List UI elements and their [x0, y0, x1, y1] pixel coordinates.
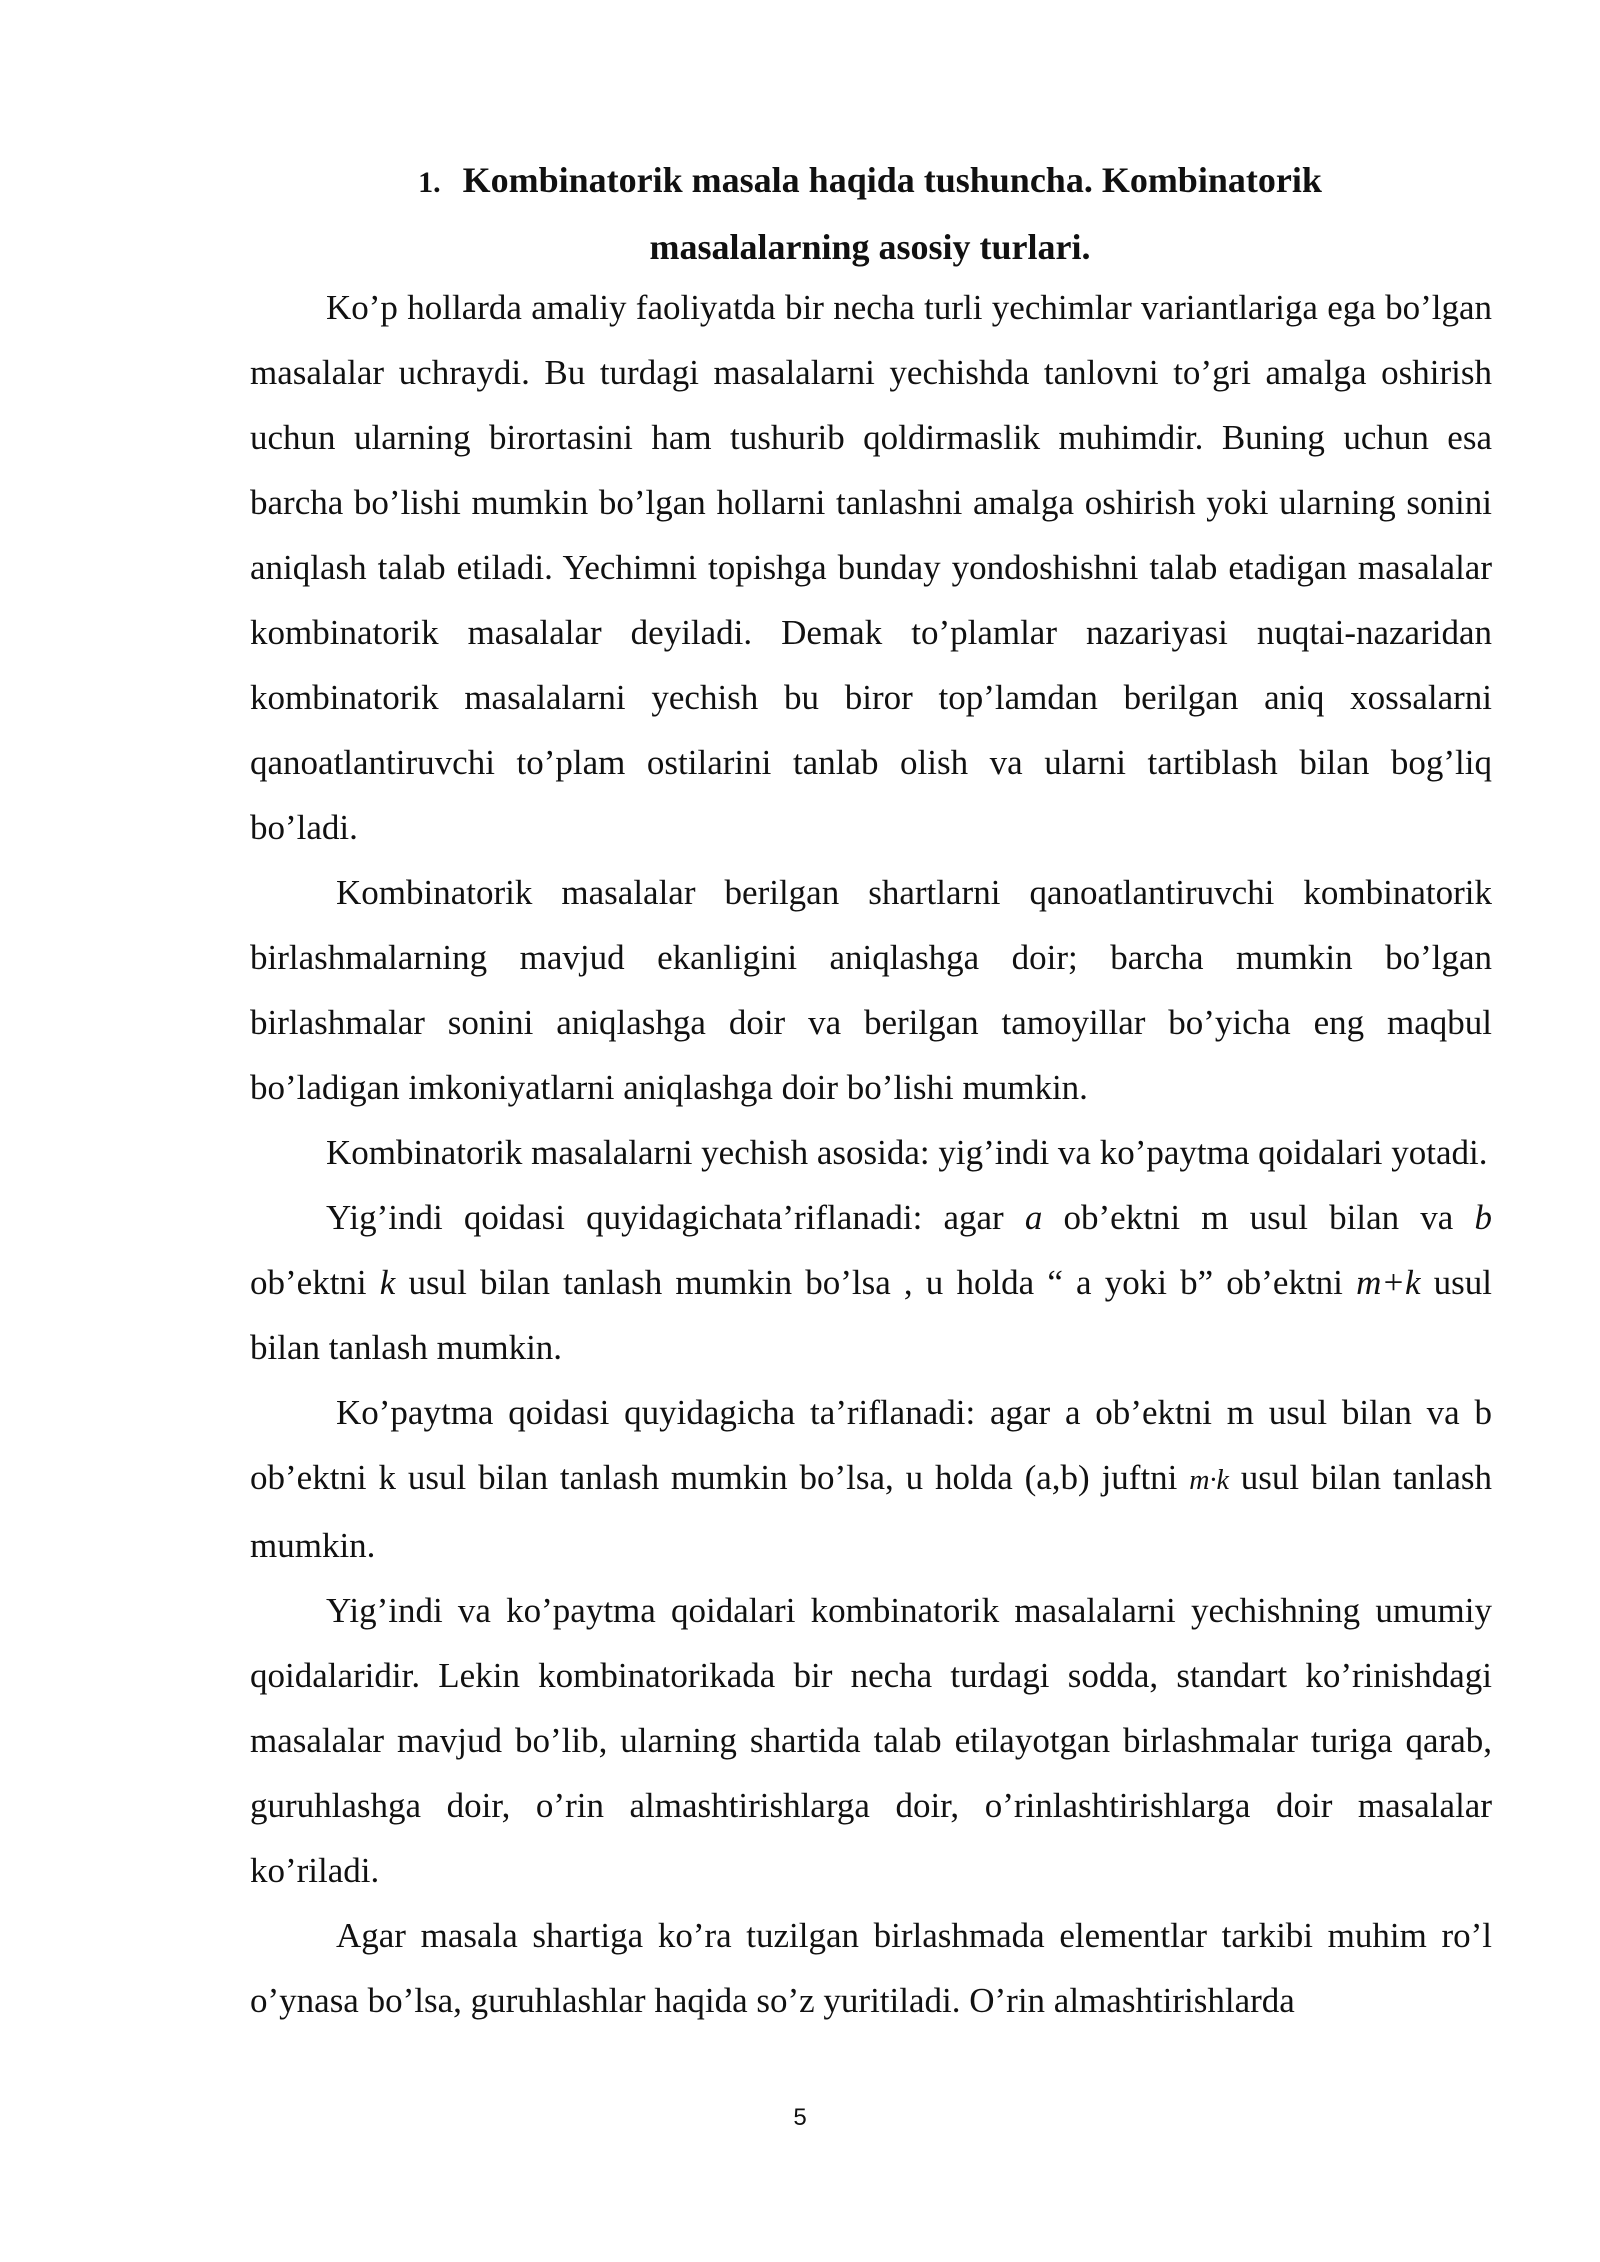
paragraph-2: Kombinatorik masalalar berilgan shartlarni qanoatlantiruvchi kombinatorik birlashmalarning mavjud ekanligini aniqlashga doir; barcha mumkin bo’lgan birlashmalar sonini aniqlashga doir va berilgan tamoyillar bo’yicha eng maqbul bo’ladigan imkoniyatlarni aniqlashga doir bo’lishi mumkin. — [250, 873, 1492, 1107]
paragraph-6: Yig’indi va ko’paytma qoidalari kombinatorik masalalarni yechishning umumiy qoidalaridir. Lekin kombinatorikada bir necha turdagi sodda, standart ko’rinishdagi masalalar mavjud bo’lib, ularning shartida talab etilayotgan birlashmalar turiga qarab, guruhlashga doir, o’rin almashtirishlarga doir, o’rinlashtirishlarga doir masalalar ko’riladi. — [250, 1591, 1492, 1890]
p5-product-formula: m·k — [1189, 1465, 1229, 1496]
p4-var-b: b — [1474, 1198, 1492, 1237]
p4-var-k: k — [379, 1263, 396, 1302]
paragraph-7: Agar masala shartiga ko’ra tuzilgan birlashmada elementlar tarkibi muhim ro’l o’ynasa bo’lsa, guruhlashlar haqida so’z yuritiladi. O’rin almashtirishlarda — [250, 1916, 1492, 2020]
section-heading — [250, 148, 1490, 280]
paragraph-4 — [250, 1185, 1492, 1380]
heading-number: 1. — [418, 166, 441, 199]
paragraph-5 — [250, 1380, 1492, 1578]
p4-text-2: ob’ektni m usul bilan va — [1042, 1198, 1475, 1237]
body-text — [250, 275, 1492, 2033]
heading-title-part-2: masalalarning asosiy turlari. — [649, 227, 1091, 267]
p4-sum-formula: m+k — [1356, 1263, 1421, 1302]
p5-text-1: Ko’paytma qoidasi quyidagicha ta’riflanadi: agar a ob’ektni m usul bilan va b ob’ektni k usul bilan tanlash mumkin bo’lsa, u holda (a,b) juftni — [250, 1393, 1492, 1497]
heading-title-part-1: Kombinatorik masala haqida tushuncha. Kombinatorik — [462, 160, 1322, 200]
heading-line-1 — [250, 148, 1490, 215]
paragraph-1: Ko’p hollarda amaliy faoliyatda bir necha turli yechimlar variantlariga ega bo’lgan masalalar uchraydi. Bu turdagi masalalarni yechishda tanlovni to’gri amalga oshirish uchun ularning birortasini ham tushurib qoldirmaslik muhimdir. Buning uchun esa barcha bo’lishi mumkin bo’lgan hollarni tanlashni amalga oshirish yoki ularning sonini aniqlash talab etiladi. Yechimni topishga bunday yondoshishni talab etadigan masalalar kombinatorik masalalar deyiladi. Demak to’plamlar nazariyasi nuqtai-nazaridan kombinatorik masalalarni yechish bu biror top’lamdan berilgan aniq xossalarni qanoatlantiruvchi to’plam ostilarini tanlab olish va ularni tartiblash bilan bog’liq bo’ladi. — [250, 288, 1492, 847]
paragraph-3: Kombinatorik masalalarni yechish asosida: yig’indi va ko’paytma qoidalari yotadi. — [326, 1133, 1488, 1172]
p4-text-4: usul bilan tanlash mumkin bo’lsa , u holda “ a yoki b” ob’ektni — [395, 1263, 1357, 1302]
p4-text-5: usul bilan tanlash mumkin. — [250, 1263, 1492, 1367]
p4-text-1: Yig’indi qoidasi quyidagichata’riflanadi: agar — [326, 1198, 1025, 1237]
page-number: 5 — [793, 2104, 807, 2131]
p4-text-3: ob’ektni — [250, 1263, 380, 1302]
p4-var-a: a — [1024, 1198, 1043, 1237]
p5-text-2: usul bilan tanlash mumkin. — [250, 1458, 1493, 1565]
